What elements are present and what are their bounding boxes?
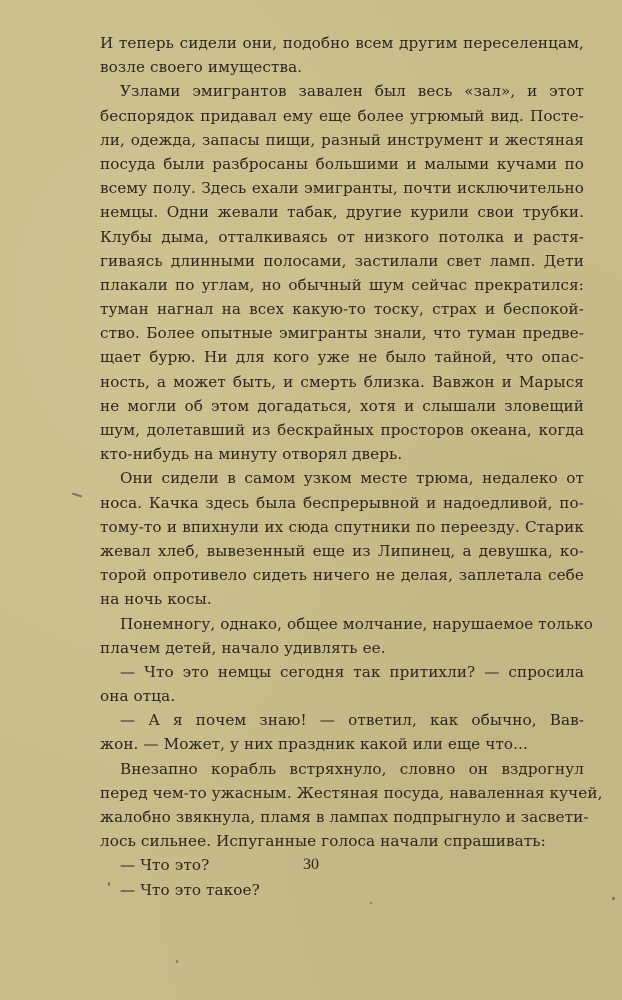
paper-speck <box>612 897 615 900</box>
text-line: плачем детей, начало удивлять ее. <box>100 638 386 657</box>
text-line: гиваясь длинными полосами, застилали свет ламп. Дети <box>100 251 584 270</box>
text-line: Внезапно корабль встряхнуло, словно он вздрогнул <box>120 759 584 778</box>
text-line: тому-то и впихнули их сюда спутники по переезду. Старик <box>100 517 584 536</box>
text-line: плакали по углам, но обычный шум сейчас прекратился: <box>100 275 584 294</box>
text-line: — Что это такое? <box>120 880 260 899</box>
text-line: беспорядок придавал ему еще более угрюмый вид. Посте- <box>100 106 584 125</box>
text-line: кто-нибудь на минуту отворял дверь. <box>100 445 403 464</box>
text-line: посуда были разбросаны большими и малыми кучами по <box>100 154 584 173</box>
text-line: Они сидели в самом узком месте трюма, недалеко от <box>120 469 584 488</box>
text-line: жевал хлеб, вывезенный еще из Липинец, а девушка, ко- <box>100 541 584 560</box>
text-line: туман нагнал на всех какую-то тоску, страх и беспокой- <box>100 300 584 319</box>
text-line: ность, а может быть, и смерть близка. Вавжон и Марыся <box>100 372 584 391</box>
paper-speck <box>108 882 110 886</box>
text-line: лось сильнее. Испуганные голоса начали спрашивать: <box>100 832 546 851</box>
text-line: — А я почем знаю! — ответил, как обычно, Вав- <box>120 711 584 730</box>
text-line: всему полу. Здесь ехали эмигранты, почти исключительно <box>100 179 584 198</box>
text-line: шум, долетавший из бескрайных просторов океана, когда <box>100 421 584 439</box>
text-line: на ночь косы. <box>100 590 212 609</box>
margin-pencil-mark <box>72 493 82 498</box>
text-line: щает бурю. Ни для кого уже не было тайной, что опас- <box>100 348 584 367</box>
text-line: И теперь сидели они, подобно всем другим переселенцам, <box>100 34 584 52</box>
book-page-text <box>100 31 603 902</box>
text-line: жалобно звякнула, пламя в лампах подпрыгнуло и засвети- <box>100 808 589 826</box>
text-line: носа. Качка здесь была беспрерывной и надоедливой, по- <box>100 493 584 512</box>
text-line: ство. Более опытные эмигранты знали, что туман предве- <box>100 324 584 343</box>
text-line: не могли об этом догадаться, хотя и слышали зловещий <box>100 396 584 415</box>
text-line: жон. — Может, у них праздник какой или еще что... <box>100 735 528 754</box>
text-line: — Что это? <box>120 856 210 875</box>
text-line: — Что это немцы сегодня так притихли? — спросила <box>120 662 584 681</box>
text-line: Узлами эмигрантов завален был весь «зал», и этот <box>120 82 584 101</box>
text-line: ли, одежда, запасы пищи, разный инструмент и жестяная <box>100 130 584 149</box>
text-line: она отца. <box>100 687 176 706</box>
text-line: Понемногу, однако, общее молчание, нарушаемое только <box>120 614 593 633</box>
paper-speck <box>370 902 372 904</box>
text-line: перед чем-то ужасным. Жестяная посуда, наваленная кучей, <box>100 783 603 802</box>
text-line: возле своего имущества. <box>100 58 303 77</box>
text-line: торой опротивело сидеть ничего не делая, заплетала себе <box>100 566 584 585</box>
text-line: Клубы дыма, отталкиваясь от низкого потолка и растя- <box>100 227 584 246</box>
page-number: 30 <box>303 856 319 873</box>
text-line: немцы. Одни жевали табак, другие курили свои трубки. <box>100 203 584 222</box>
paper-speck <box>176 960 178 963</box>
